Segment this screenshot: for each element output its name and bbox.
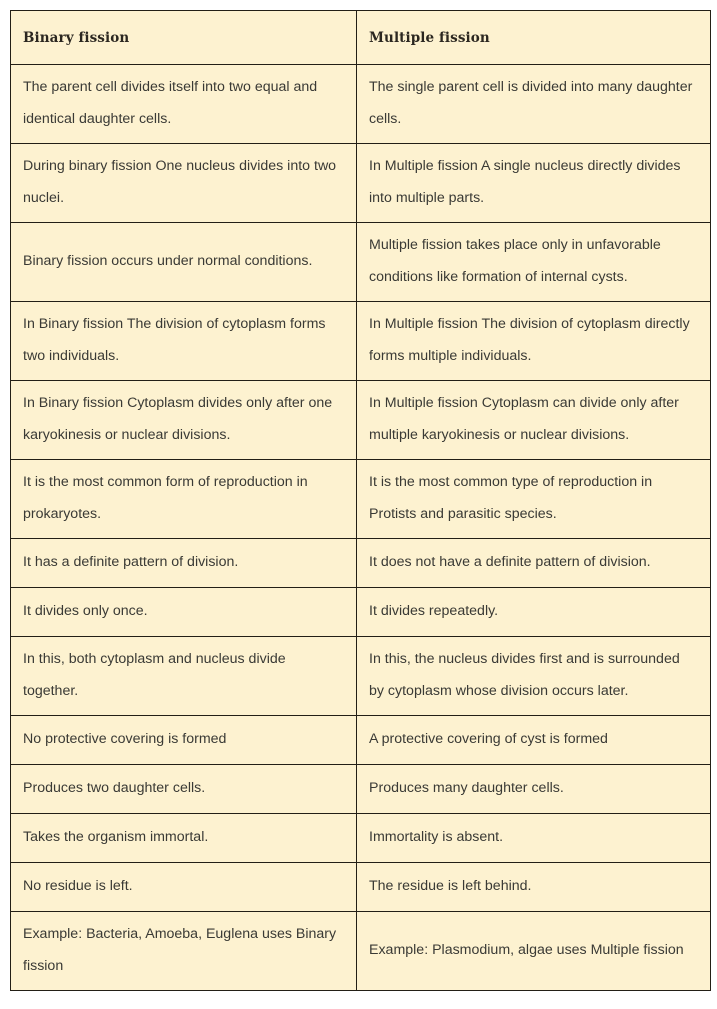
cell-text: The residue is left behind. <box>369 878 532 895</box>
table-cell-multiple-fission <box>357 223 711 302</box>
cell-text: In this, the nucleus divides first and is surrounded by cytoplasm whose division occurs later. <box>369 651 680 699</box>
table-cell-multiple-fission <box>357 144 711 223</box>
cell-text: In Multiple fission The division of cytoplasm directly forms multiple individuals. <box>369 316 690 364</box>
column-header-binary-fission: Binary fission <box>11 11 357 65</box>
cell-text: It has a definite pattern of division. <box>23 554 239 571</box>
table-cell-multiple-fission <box>357 302 711 381</box>
table-cell-binary-fission <box>11 144 357 223</box>
cell-text: In Multiple fission A single nucleus directly divides into multiple parts. <box>369 158 681 206</box>
table-cell-multiple-fission <box>357 381 711 460</box>
table-row <box>11 144 711 223</box>
cell-text: No protective covering is formed <box>23 731 227 748</box>
cell-text: In Multiple fission Cytoplasm can divide only after multiple karyokinesis or nuclear divisions. <box>369 395 679 443</box>
cell-text: It does not have a definite pattern of division. <box>369 554 651 571</box>
cell-text: Immortality is absent. <box>369 829 504 846</box>
binary-vs-multiple-fission-comparison-table <box>10 10 711 991</box>
table-cell-multiple-fission <box>357 637 711 716</box>
cell-text: Takes the organism immortal. <box>23 829 209 846</box>
table-cell-binary-fission <box>11 302 357 381</box>
table-row <box>11 460 711 539</box>
cell-text: During binary fission One nucleus divides into two nuclei. <box>23 158 337 206</box>
cell-text: Example: Plasmodium, algae uses Multiple fission <box>369 942 684 959</box>
cell-text: The single parent cell is divided into many daughter cells. <box>369 79 693 127</box>
table-row <box>11 765 711 814</box>
cell-text: A protective covering of cyst is formed <box>369 731 608 748</box>
table-row <box>11 588 711 637</box>
table-header <box>11 11 711 65</box>
cell-text: Produces two daughter cells. <box>23 780 206 797</box>
table-cell-multiple-fission <box>357 863 711 912</box>
table-cell-binary-fission <box>11 223 357 302</box>
table-row <box>11 302 711 381</box>
cell-text: In Binary fission The division of cytoplasm forms two individuals. <box>23 316 326 364</box>
table-row <box>11 637 711 716</box>
table-cell-binary-fission <box>11 863 357 912</box>
table-cell-binary-fission <box>11 765 357 814</box>
table-cell-binary-fission <box>11 716 357 765</box>
table-cell-multiple-fission <box>357 814 711 863</box>
table-cell-multiple-fission <box>357 716 711 765</box>
cell-text: No residue is left. <box>23 878 133 895</box>
table-row <box>11 814 711 863</box>
cell-text: Example: Bacteria, Amoeba, Euglena uses Binary fission <box>23 926 337 974</box>
table-row <box>11 223 711 302</box>
table-cell-binary-fission <box>11 912 357 991</box>
table-row <box>11 539 711 588</box>
table-cell-multiple-fission <box>357 539 711 588</box>
table-cell-binary-fission <box>11 637 357 716</box>
table-cell-binary-fission <box>11 65 357 144</box>
table-row <box>11 716 711 765</box>
cell-text: In Binary fission Cytoplasm divides only after one karyokinesis or nuclear divisions. <box>23 395 333 443</box>
table-row <box>11 863 711 912</box>
table-cell-binary-fission <box>11 814 357 863</box>
table-header-row <box>11 11 711 65</box>
table-cell-binary-fission <box>11 460 357 539</box>
table-row <box>11 65 711 144</box>
table-cell-multiple-fission <box>357 588 711 637</box>
table-cell-multiple-fission <box>357 912 711 991</box>
cell-text: It divides only once. <box>23 603 148 620</box>
cell-text: Multiple fission takes place only in unfavorable conditions like formation of internal cysts. <box>369 237 661 285</box>
table-cell-multiple-fission <box>357 460 711 539</box>
table-row <box>11 381 711 460</box>
cell-text: The parent cell divides itself into two equal and identical daughter cells. <box>23 79 318 127</box>
table-cell-binary-fission <box>11 539 357 588</box>
cell-text: It is the most common type of reproduction in Protists and parasitic species. <box>369 474 653 522</box>
table-cell-binary-fission <box>11 588 357 637</box>
table-row <box>11 912 711 991</box>
table-cell-binary-fission <box>11 381 357 460</box>
table-body <box>11 65 711 991</box>
column-header-multiple-fission: Multiple fission <box>357 11 711 65</box>
cell-text: It divides repeatedly. <box>369 603 499 620</box>
cell-text: Produces many daughter cells. <box>369 780 564 797</box>
cell-text: In this, both cytoplasm and nucleus divide together. <box>23 651 286 699</box>
cell-text: Binary fission occurs under normal conditions. <box>23 253 313 270</box>
cell-text: It is the most common form of reproduction in prokaryotes. <box>23 474 308 522</box>
table-cell-multiple-fission <box>357 765 711 814</box>
table-cell-multiple-fission <box>357 65 711 144</box>
